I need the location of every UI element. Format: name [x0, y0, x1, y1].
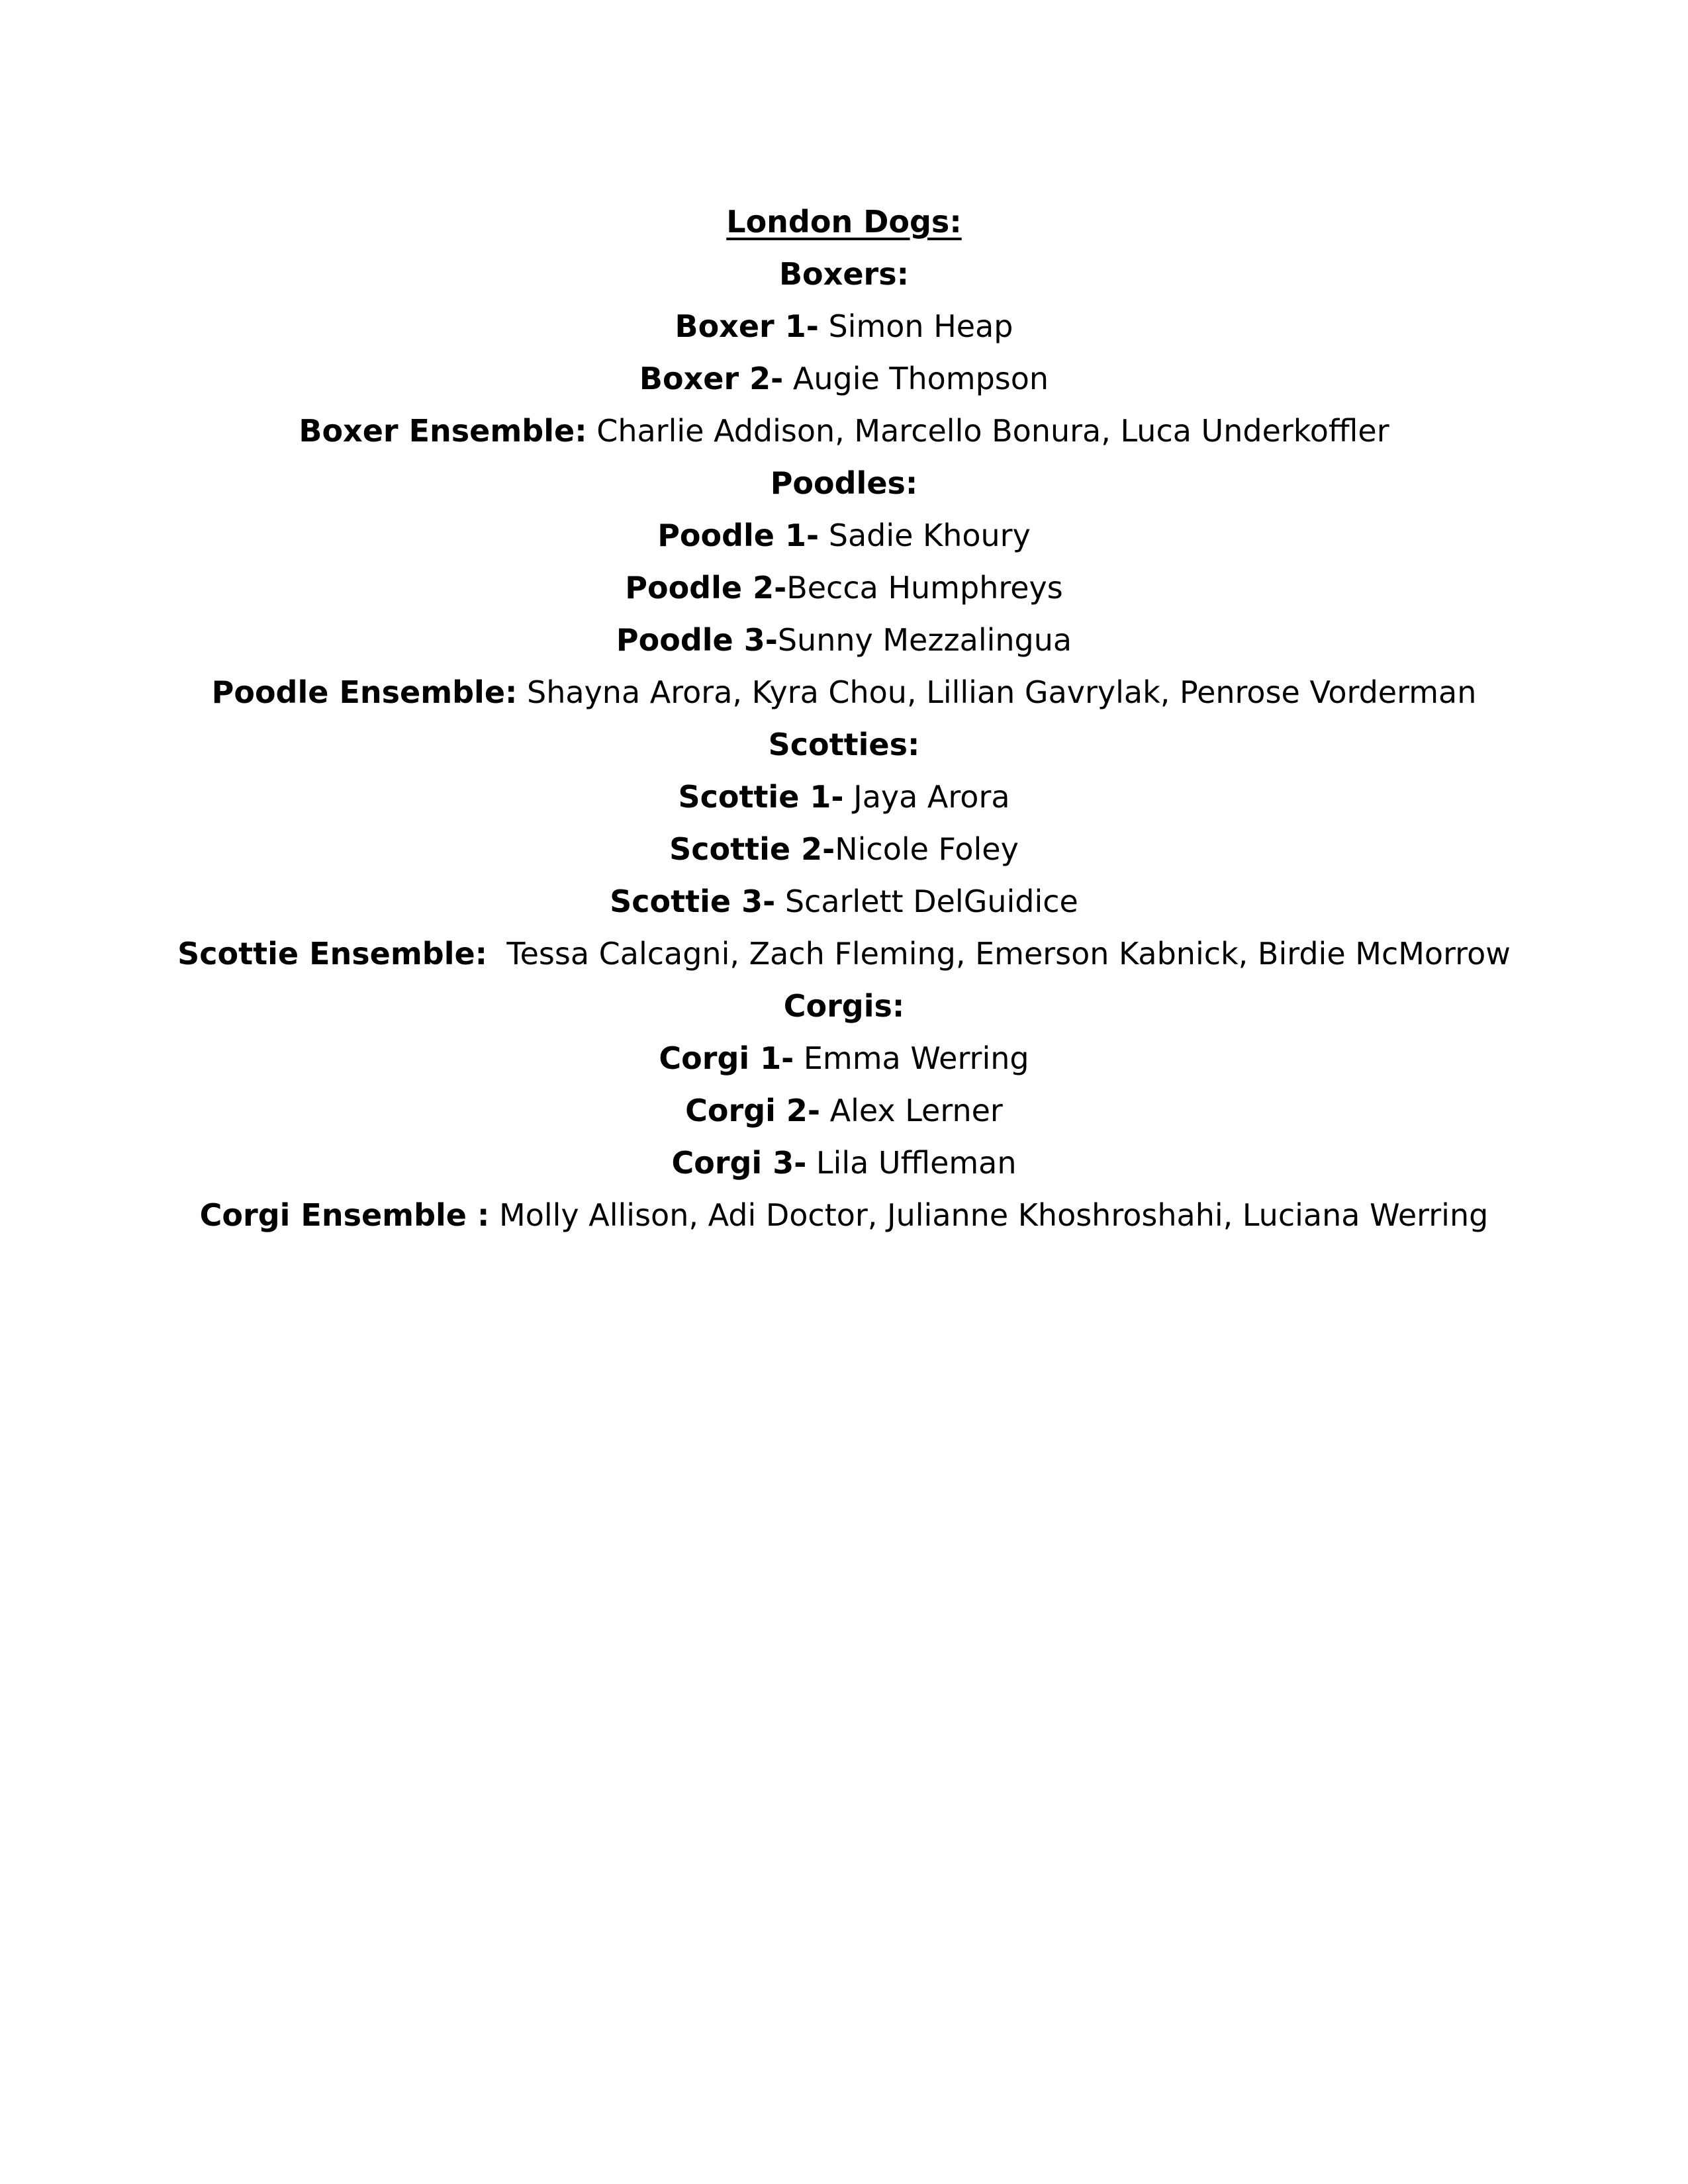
role-label: Scottie 2- [669, 831, 835, 867]
role-label: Corgi 1- [659, 1040, 794, 1076]
section-heading-corgis: Corgis: [783, 988, 905, 1024]
section-heading-boxers: Boxers: [779, 256, 909, 292]
cast-line [0, 1189, 1688, 1242]
role-label: Boxer 2- [639, 361, 784, 396]
cast-line [0, 405, 1688, 457]
cast-names: Lila Uffleman [806, 1145, 1017, 1181]
cast-names: Molly Allison, Adi Doctor, Julianne Khoshroshahi, Luciana Werring [489, 1197, 1489, 1233]
role-label: Poodle 2- [625, 570, 787, 606]
cast-line [0, 928, 1688, 980]
cast-names: Simon Heap [818, 308, 1013, 344]
role-label: Poodle 1- [657, 518, 820, 553]
cast-names: Becca Humphreys [786, 570, 1063, 606]
cast-line [0, 353, 1688, 405]
role-label: Poodle 3- [616, 622, 778, 658]
role-label: Boxer Ensemble: [299, 413, 587, 449]
section-heading-scotties: Scotties: [768, 727, 920, 762]
cast-names: Shayna Arora, Kyra Chou, Lillian Gavrylak, Penrose Vorderman [517, 674, 1477, 710]
cast-line [0, 614, 1688, 666]
cast-names: Emma Werring [794, 1040, 1029, 1076]
cast-line [0, 1032, 1688, 1085]
cast-line [0, 510, 1688, 562]
cast-names: Augie Thompson [783, 361, 1049, 396]
cast-line [0, 1137, 1688, 1189]
role-label: Boxer 1- [675, 308, 819, 344]
cast-names: Sadie Khoury [819, 518, 1031, 553]
cast-names: Alex Lerner [820, 1093, 1003, 1128]
cast-line [0, 823, 1688, 876]
cast-line [0, 300, 1688, 353]
document-page [0, 196, 1688, 1242]
cast-line [0, 562, 1688, 614]
cast-line [0, 876, 1688, 928]
cast-line [0, 1085, 1688, 1137]
cast-line [0, 666, 1688, 719]
section-heading-poodles: Poodles: [770, 465, 918, 501]
cast-names: Scarlett DelGuidice [775, 884, 1078, 919]
role-label: Corgi Ensemble : [199, 1197, 490, 1233]
cast-line [0, 771, 1688, 823]
role-label: Scottie Ensemble: [177, 936, 488, 972]
role-label: Poodle Ensemble: [211, 674, 518, 710]
cast-names: Jaya Arora [843, 779, 1010, 815]
role-label: Corgi 3- [671, 1145, 807, 1181]
cast-names: Nicole Foley [835, 831, 1019, 867]
role-label: Scottie 3- [610, 884, 776, 919]
role-label: Scottie 1- [678, 779, 844, 815]
cast-names: Sunny Mezzalingua [777, 622, 1072, 658]
page-title: London Dogs: [726, 204, 962, 240]
cast-names: Charlie Addison, Marcello Bonura, Luca Underkoffler [586, 413, 1389, 449]
cast-names: Tessa Calcagni, Zach Fleming, Emerson Kabnick, Birdie McMorrow [487, 936, 1511, 972]
role-label: Corgi 2- [685, 1093, 821, 1128]
